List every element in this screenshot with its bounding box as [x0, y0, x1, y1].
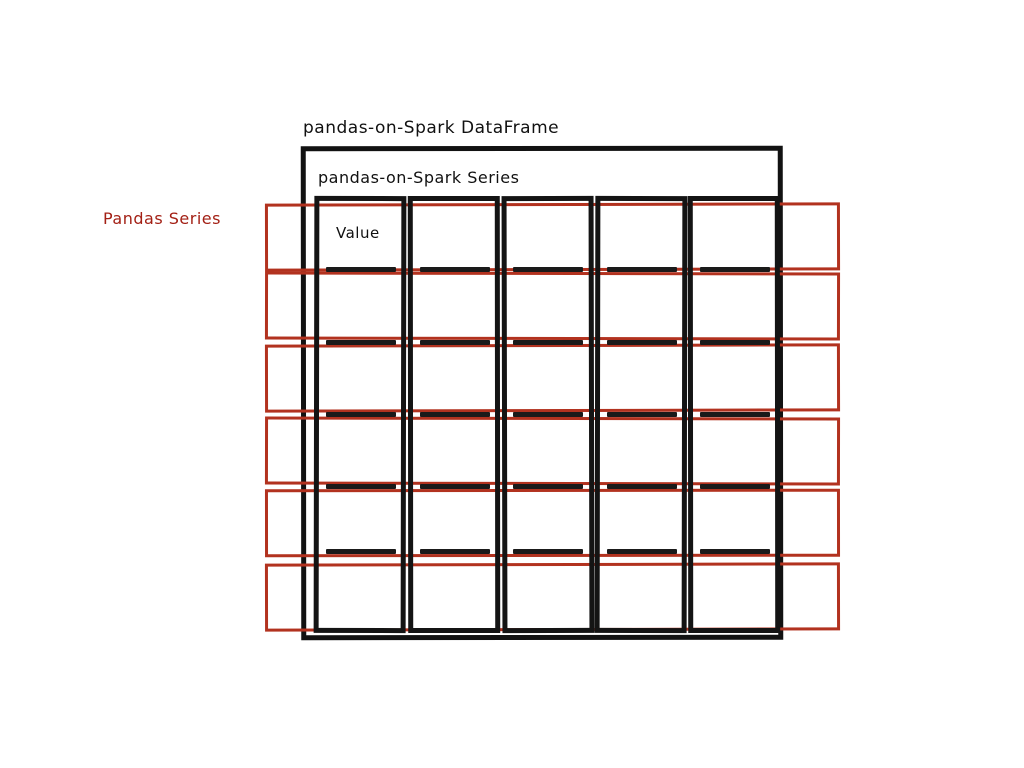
cell-divider: [326, 484, 396, 489]
pandas-series-label: Pandas Series: [103, 209, 221, 228]
cell-divider: [513, 412, 583, 417]
cell-divider: [700, 549, 770, 554]
cell-divider: [326, 267, 396, 272]
cell-divider: [607, 412, 677, 417]
cell-value-label: Value: [336, 224, 380, 242]
cell-divider: [607, 549, 677, 554]
cell-divider: [607, 340, 677, 345]
cell-divider: [326, 412, 396, 417]
cell-divider: [326, 549, 396, 554]
cell-divider: [420, 549, 490, 554]
cell-divider: [700, 267, 770, 272]
spark-series-title: pandas-on-Spark Series: [318, 168, 520, 187]
cell-divider: [420, 412, 490, 417]
cell-divider: [326, 340, 396, 345]
cell-divider: [513, 549, 583, 554]
cell-divider: [700, 412, 770, 417]
cell-divider: [513, 484, 583, 489]
cell-divider: [513, 340, 583, 345]
cell-divider: [420, 484, 490, 489]
cell-divider: [607, 484, 677, 489]
cell-divider: [607, 267, 677, 272]
dataframe-title: pandas-on-Spark DataFrame: [303, 118, 560, 138]
cell-divider: [420, 340, 490, 345]
cell-divider: [513, 267, 583, 272]
cell-divider: [700, 484, 770, 489]
cell-divider: [420, 267, 490, 272]
cell-divider: [700, 340, 770, 345]
